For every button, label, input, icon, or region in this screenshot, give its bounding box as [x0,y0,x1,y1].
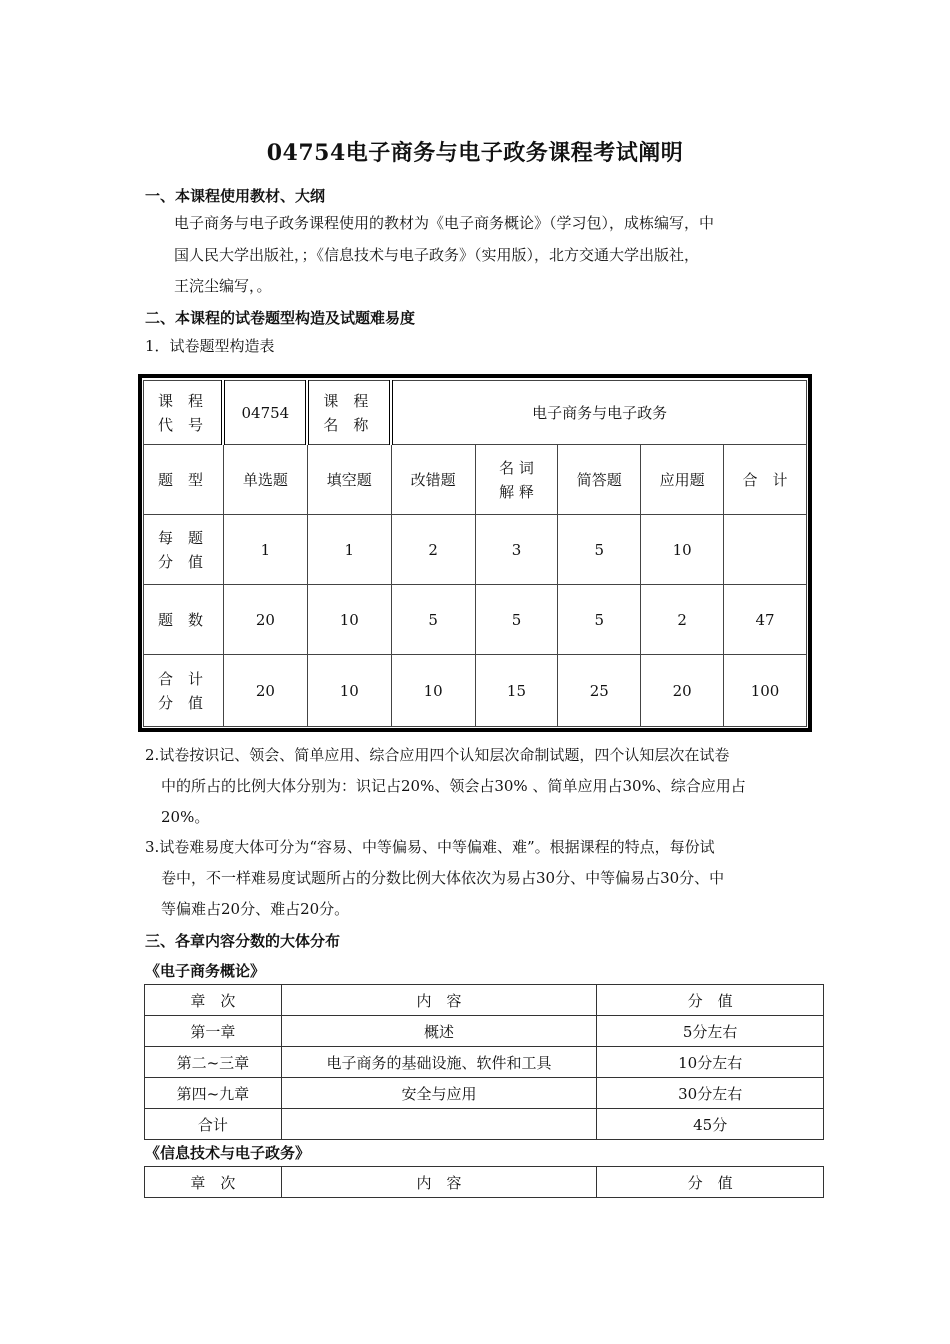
header-cell: 章 次 [145,1167,282,1198]
row-label-cell: 题 数 [144,585,224,655]
row-label-line1: 合 计 [158,669,204,688]
table-row [145,1047,824,1078]
value-cell: 20 [641,655,724,727]
code-label-line1: 课 程 [158,391,204,410]
table-row [144,381,807,445]
chapter-cell: 第二~三章 [145,1047,282,1078]
header-cell: 内 容 [281,1167,597,1198]
value-cell: 5 [558,515,641,585]
type-cell-6: 合 计 [724,445,807,515]
table-row [145,1016,824,1047]
section3-heading: 三、各章内容分数的大体分布 [145,932,341,950]
section1-line-3: 王浣尘编写，。 [174,277,272,295]
item3-line-2: 卷中，不一样难易度试题所占的分数比例大体依次为易占30分、中等偏易占30分、中 [161,869,725,887]
content-cell [281,1109,597,1140]
code-label-line2: 代 号 [158,415,204,434]
value-cell: 10 [307,655,391,727]
value-cell: 10 [641,515,724,585]
table-row [144,515,807,585]
type-cell-1: 填空题 [307,445,391,515]
structure-table [143,380,807,727]
chapter-cell: 合计 [145,1109,282,1140]
book1-title: 《电子商务概论》 [145,962,266,980]
section1-line-1: 电子商务与电子政务课程使用的教材为《电子商务概论》（学习包），成栋编写，中 [174,214,715,232]
item3-line-1: 3.试卷难易度大体可分为“容易、中等偏易、中等偏难、难”。根据课程的特点，每份试 [145,838,715,856]
chapter-cell: 第四~九章 [145,1078,282,1109]
value-cell: 1 [223,515,307,585]
value-cell: 20 [223,655,307,727]
section2-heading: 二、本课程的试卷题型构造及试题难易度 [145,309,416,327]
value-cell: 25 [558,655,641,727]
value-cell: 15 [475,655,558,727]
type-label-cell: 题 型 [144,445,224,515]
type-cell-3-line2: 解 释 [499,482,534,501]
row-label-cell [144,515,224,585]
section1-heading: 一、本课程使用教材、大纲 [145,187,326,205]
table-row [144,445,807,515]
content-cell: 电子商务的基础设施、软件和工具 [281,1047,597,1078]
row-label-line1: 每 题 [158,528,204,547]
value-cell: 5 [391,585,475,655]
item2-line-3: 20%。 [161,808,210,826]
name-label-line1: 课 程 [323,391,369,410]
type-cell-2: 改错题 [391,445,475,515]
table-row [145,1167,824,1198]
value-cell: 20 [223,585,307,655]
item2-line-1: 2.试卷按识记、领会、简单应用、综合应用四个认知层次命制试题，四个认知层次在试卷 [145,746,730,764]
value-cell: 2 [641,585,724,655]
page-title: 04754电子商务与电子政务课程考试阐明 [266,140,684,166]
score-cell: 10分左右 [597,1047,824,1078]
type-cell-4: 简答题 [558,445,641,515]
row-label-cell [144,655,224,727]
table-row [145,985,824,1016]
book2-title: 《信息技术与电子政务》 [145,1144,311,1162]
value-cell: 3 [475,515,558,585]
name-value-cell: 电子商务与电子政务 [391,381,806,445]
type-cell-3-line1: 名 词 [499,458,534,477]
table-row [145,1109,824,1140]
value-cell: 5 [558,585,641,655]
name-label-cell [307,381,391,445]
row-label-line2: 分 值 [158,552,204,571]
book2-table [144,1166,824,1198]
section1-line-2: 国人民大学出版社，；《信息技术与电子政务》（实用版），北方交通大学出版社， [174,246,700,264]
value-cell: 10 [307,585,391,655]
score-cell: 30分左右 [597,1078,824,1109]
value-cell [724,515,807,585]
item3-line-3: 等偏难占20分、难占20分。 [161,900,350,918]
name-label-line2: 名 称 [323,415,369,434]
section2-item1: 1．试卷题型构造表 [145,337,275,355]
chapter-cell: 第一章 [145,1016,282,1047]
header-cell: 内 容 [281,985,597,1016]
code-label-cell [144,381,224,445]
header-cell: 分 值 [597,985,824,1016]
value-cell: 5 [475,585,558,655]
header-cell: 分 值 [597,1167,824,1198]
score-cell: 45分 [597,1109,824,1140]
value-cell: 2 [391,515,475,585]
code-value-cell: 04754 [223,381,307,445]
table-row [144,585,807,655]
value-cell: 1 [307,515,391,585]
item2-line-2: 中的所占的比例大体分别为：识记占20%、领会占30% 、简单应用占30%、综合应用占 [161,777,746,795]
content-cell: 安全与应用 [281,1078,597,1109]
value-cell: 47 [724,585,807,655]
table-row [144,655,807,727]
row-label-line2: 分 值 [158,693,204,712]
value-cell: 100 [724,655,807,727]
type-cell-3 [475,445,558,515]
score-cell: 5分左右 [597,1016,824,1047]
type-cell-5: 应用题 [641,445,724,515]
content-cell: 概述 [281,1016,597,1047]
book1-table [144,984,824,1140]
value-cell: 10 [391,655,475,727]
type-cell-0: 单选题 [223,445,307,515]
header-cell: 章 次 [145,985,282,1016]
table-row [145,1078,824,1109]
